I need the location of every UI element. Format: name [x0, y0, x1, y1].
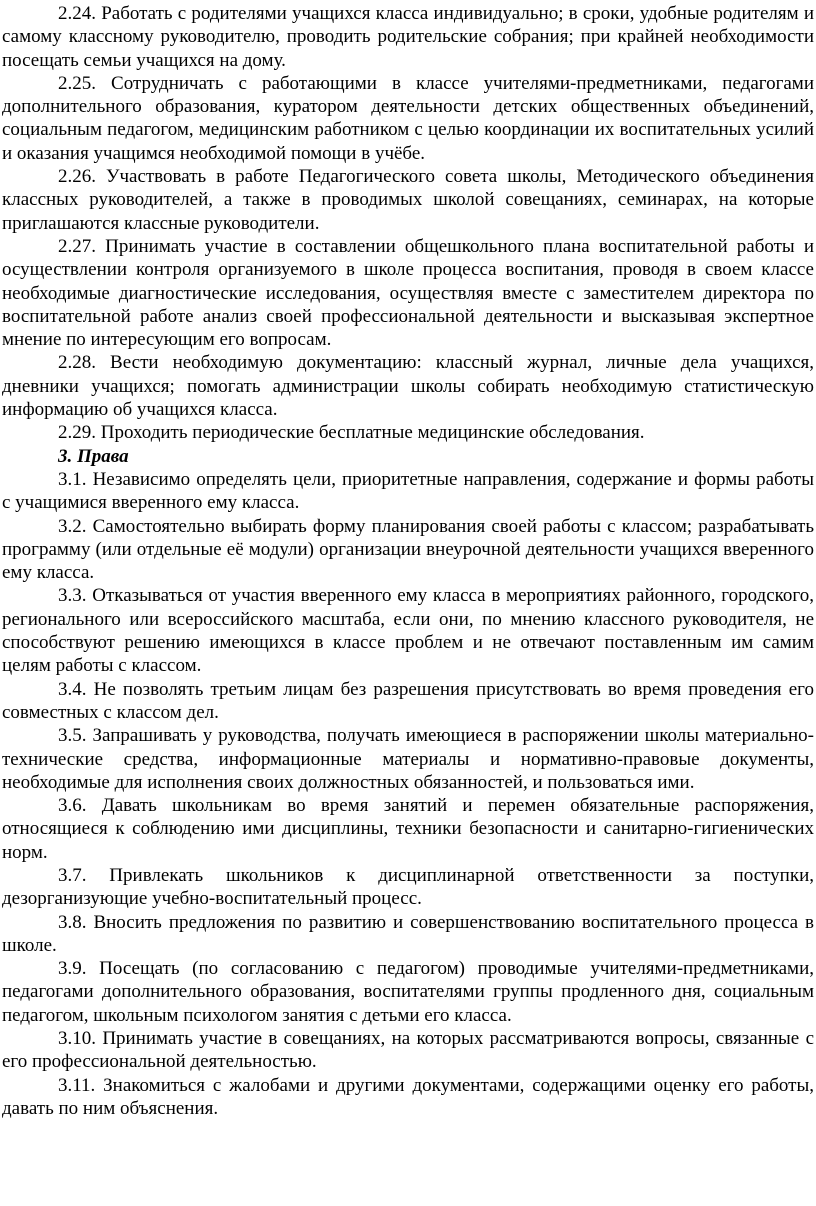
paragraph-3-7: 3.7. Привлекать школьников к дисциплинарной ответственности за поступки, дезорганизующие учебно-воспитательный процесс.: [2, 864, 814, 910]
paragraph-3-10: 3.10. Принимать участие в совещаниях, на которых рассматриваются вопросы, связанные с его профессиональной деятельностью.: [2, 1028, 814, 1073]
paragraph-3-8: 3.8. Вносить предложения по развитию и совершенствованию воспитательного процесса в школе.: [2, 911, 814, 956]
paragraph-2-26: 2.26. Участвовать в работе Педагогического совета школы, Методического объединения классных руководителей, а также в проводимых школой совещаниях, семинарах, на которые приглашаются классные руководители.: [2, 166, 814, 234]
paragraph-3-11: 3.11. Знакомиться с жалобами и другими документами, содержащими оценку его работы, давать по ним объяснения.: [2, 1074, 814, 1119]
section-heading-rights: 3. Права: [58, 445, 129, 467]
paragraph-3-9: 3.9. Посещать (по согласованию с педагогом) проводимые учителями-предметниками, педагогами дополнительного образования, воспитателями группы продленного дня, социальным педагогом, школьным психологом занятия с детьми его класса.: [2, 958, 814, 1026]
paragraph-3-3: 3.3. Отказываться от участия вверенного ему класса в мероприятиях районного, городского, регионального или всероссийского масштаба, если они, по мнению классного руководителя, не способствуют решению имеющихся в классе проблем и не отвечают поставленным им самим целям работы с классом.: [2, 585, 814, 677]
paragraph-2-29: 2.29. Проходить периодические бесплатные медицинские обследования.: [58, 422, 645, 444]
paragraph-3-1: 3.1. Независимо определять цели, приоритетные направления, содержание и формы работы с учащимися вверенного ему класса.: [2, 468, 814, 514]
paragraph-2-27: 2.27. Принимать участие в составлении общешкольного плана воспитательной работы и осуществлении контроля организуемого в школе процесса воспитания, проводя в своем классе необходимые диагностические исследования, осуществляя вместе с заместителем директора по воспитательной работе анализ своей профессиональной деятельности и высказывая экспертное мнение по интересующим его вопросам.: [2, 235, 814, 351]
paragraph-2-28: 2.28. Вести необходимую документацию: классный журнал, личные дела учащихся, дневники учащихся; помогать администрации школы собирать необходимую статистическую информацию об учащихся класса.: [2, 352, 814, 421]
paragraph-3-6: 3.6. Давать школьникам во время занятий и перемен обязательные распоряжения, относящиеся к соблюдению ими дисциплины, техники безопасности и санитарно-гигиенических норм.: [2, 795, 814, 863]
paragraph-2-24: 2.24. Работать с родителями учащихся класса индивидуально; в сроки, удобные родителям и самому классному руководителю, проводить родительские собрания; при крайней необходимости посещать семьи учащихся на дому.: [2, 3, 814, 71]
paragraph-3-5: 3.5. Запрашивать у руководства, получать имеющиеся в распоряжении школы материально-технические средства, информационные материалы и нормативно-правовые документы, необходимые для исполнения своих должностных обязанностей, и пользоваться ими.: [2, 725, 814, 793]
paragraph-3-4: 3.4. Не позволять третьим лицам без разрешения присутствовать во время проведения его совместных с классом дел.: [2, 678, 814, 723]
paragraph-2-25: 2.25. Сотрудничать с работающими в классе учителями-предметниками, педагогами дополнительного образования, куратором деятельности детских общественных объединений, социальным педагогом, медицинским работником с целью координации их воспитательных усилий и оказания учащимся необходимой помощи в учёбе.: [2, 72, 814, 164]
paragraph-3-2: 3.2. Самостоятельно выбирать форму планирования своей работы с классом; разрабатывать программу (или отдельные её модули) организации внеурочной деятельности учащихся вверенного ему класса.: [2, 515, 814, 584]
